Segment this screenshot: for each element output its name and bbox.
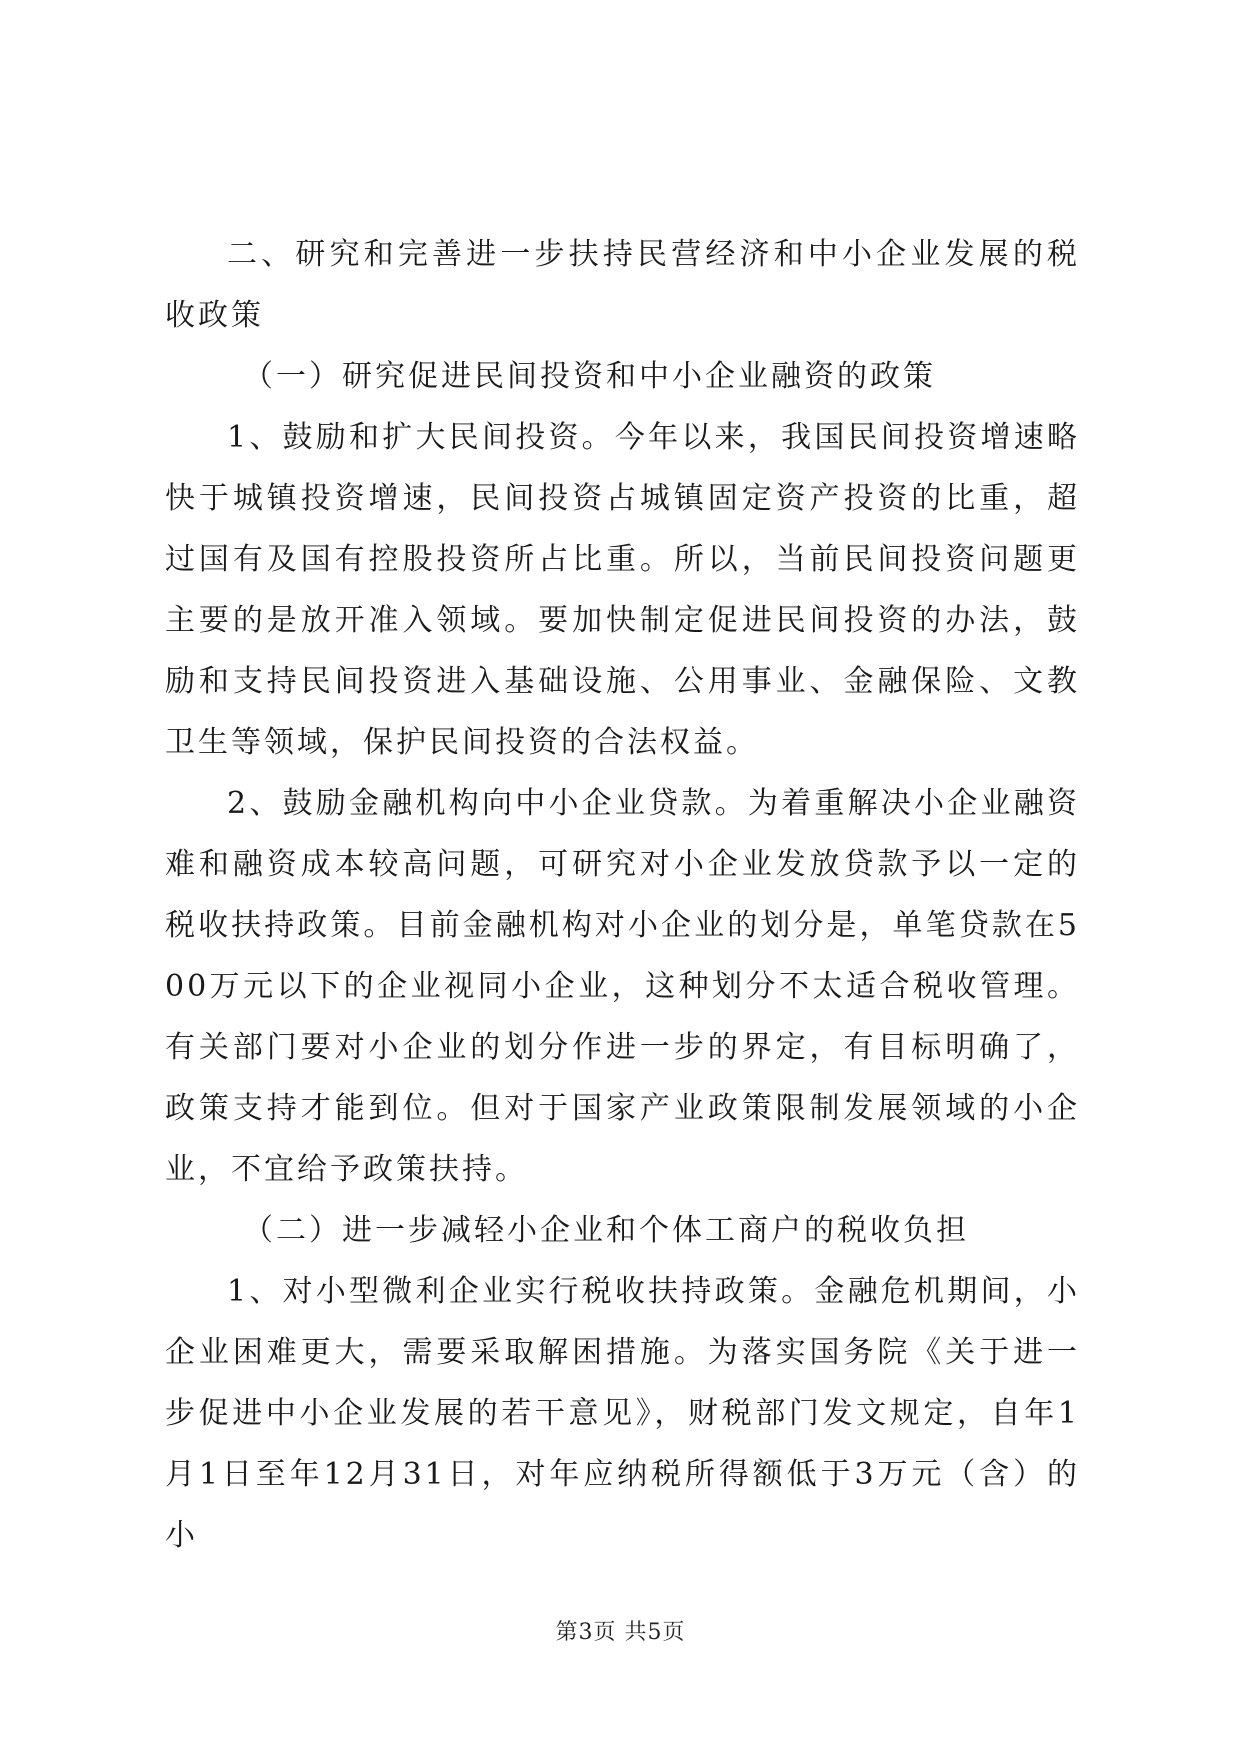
body-paragraph-1: 1、鼓励和扩大民间投资。今年以来，我国民间投资增速略快于城镇投资增速，民间投资占城镇固定资产投资的比重，超过国有及国有控股投资所占比重。所以，当前民间投资问题更主要的是放开准入领域。要加快制定促进民间投资的办法，鼓励和支持民间投资进入基础设施、公用事业、金融保险、文教卫生等领域，保护民间投资的合法权益。: [165, 420, 1080, 760]
subsection-heading-1: （一）研究促进民间投资和中小企业融资的政策: [243, 359, 936, 394]
body-paragraph-3: 1、对小型微利企业实行税收扶持政策。金融危机期间，小企业困难更大，需要采取解困措施。为落实国务院《关于进一步促进中小企业发展的若干意见》，财税部门发文规定，自年1月1日至年12月31日，对年应纳税所得额低于3万元（含）的小: [165, 1274, 1080, 1553]
body-paragraph-2: 2、鼓励金融机构向中小企业贷款。为着重解决小企业融资难和融资成本较高问题，可研究对小企业发放贷款予以一定的税收扶持政策。目前金融机构对小企业的划分是，单笔贷款在500万元以下的企业视同小企业，这种划分不太适合税收管理。有关部门要对小企业的划分作进一步的界定，有目标明确了，政策支持才能到位。但对于国家产业政策限制发展领域的小企业，不宜给予政策扶持。: [165, 786, 1080, 1187]
document-body: [165, 224, 1080, 1566]
page-footer: 第3页 共5页: [555, 1620, 686, 1645]
subsection-heading-2: （二）进一步减轻小企业和个体工商户的税收负担: [243, 1213, 969, 1248]
section-heading: 二、研究和完善进一步扶持民营经济和中小企业发展的税收政策: [165, 237, 1080, 333]
